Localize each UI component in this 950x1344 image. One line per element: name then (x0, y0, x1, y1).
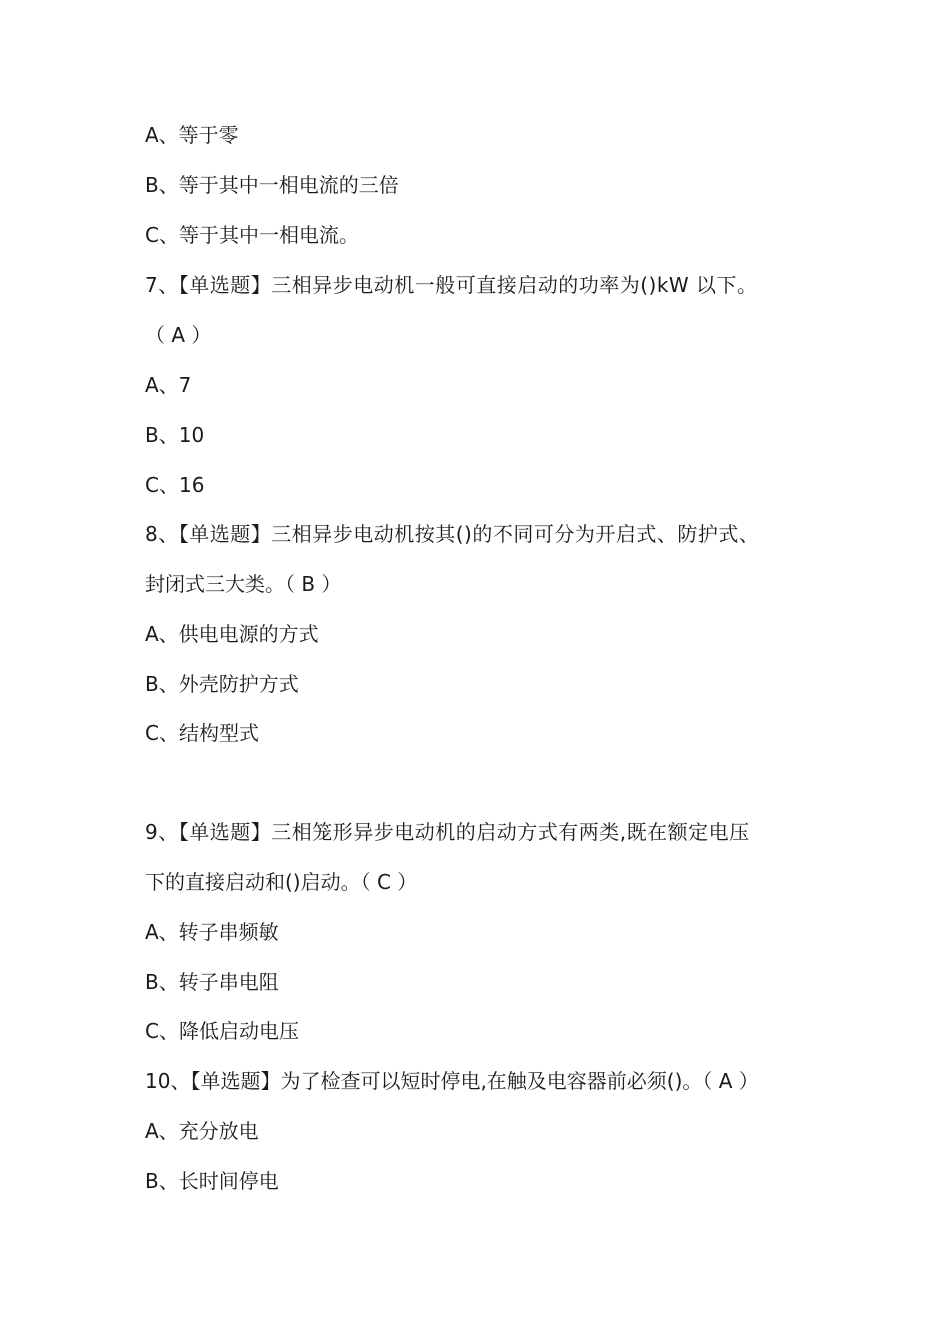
question-8-cont: 封闭式三大类。（ B ） (145, 572, 342, 596)
option-a-q6: A、等于零 (145, 123, 239, 147)
option-c-q8: C、结构型式 (145, 721, 259, 745)
question-9: 9、【单选题】三相笼形异步电动机的启动方式有两类,既在额定电压 (145, 820, 750, 844)
question-10: 10、【单选题】为了检查可以短时停电,在触及电容器前必须()。（ A ） (145, 1069, 759, 1093)
option-a-q9: A、转子串频敏 (145, 920, 279, 944)
question-9-cont: 下的直接启动和()启动。（ C ） (145, 870, 418, 894)
option-b-q6: B、等于其中一相电流的三倍 (145, 173, 399, 197)
option-c-q9: C、降低启动电压 (145, 1019, 299, 1043)
option-a-q7: A、7 (145, 373, 192, 397)
option-a-q10: A、充分放电 (145, 1119, 259, 1143)
option-b-q10: B、长时间停电 (145, 1169, 279, 1193)
question-7: 7、【单选题】三相异步电动机一般可直接启动的功率为()kW 以下。 (145, 273, 758, 297)
answer-q7: （ A ） (145, 323, 212, 347)
option-b-q9: B、转子串电阻 (145, 970, 279, 994)
option-c-q7: C、16 (145, 473, 205, 497)
question-8: 8、【单选题】三相异步电动机按其()的不同可分为开启式、防护式、 (145, 522, 760, 546)
option-c-q6: C、等于其中一相电流。 (145, 223, 359, 247)
option-b-q8: B、外壳防护方式 (145, 672, 299, 696)
option-b-q7: B、10 (145, 423, 205, 447)
option-a-q8: A、供电电源的方式 (145, 622, 319, 646)
